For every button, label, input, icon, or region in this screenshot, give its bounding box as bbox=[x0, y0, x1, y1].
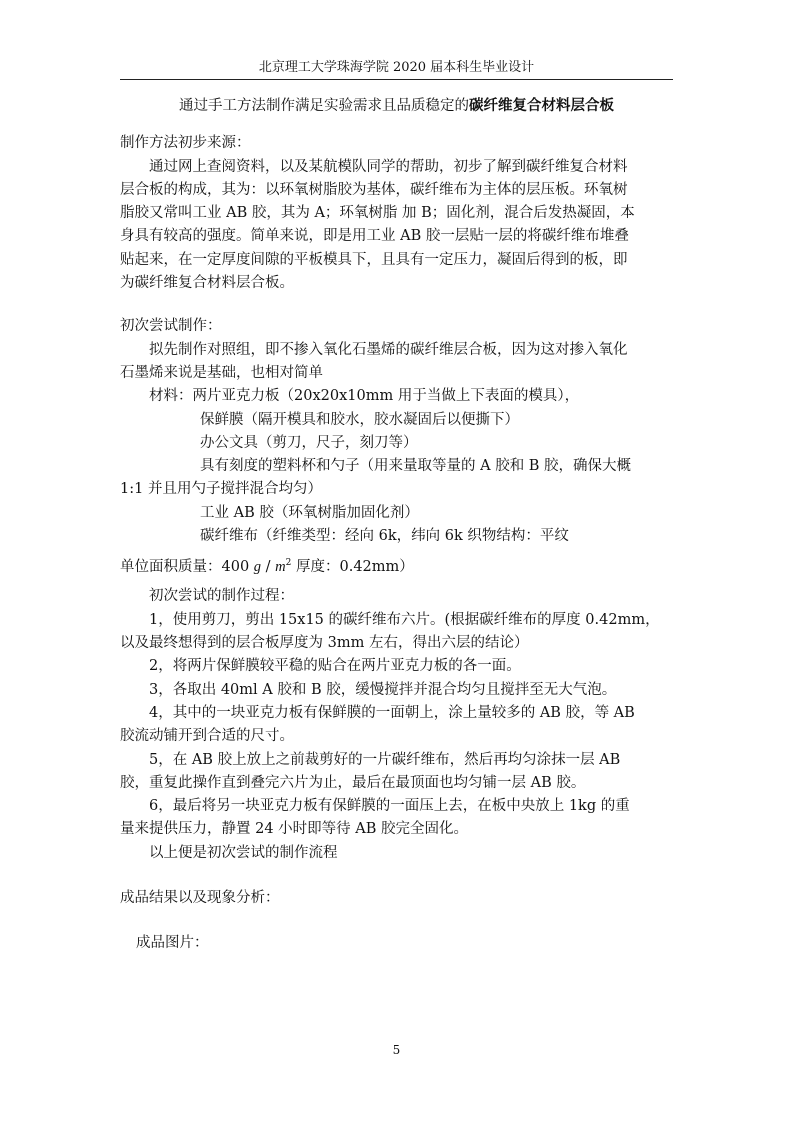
result-heading: 成品结果以及现象分析： bbox=[120, 890, 280, 907]
attempt-intro-line: 石墨烯来说是基础，也相对简单 bbox=[120, 364, 323, 381]
title-prefix: 通过手工方法制作满足实验需求且品质稳定的 bbox=[179, 98, 469, 114]
material-item: 碳纤维布（纤维类型：经向 6k，纬向 6k 织物结构：平纹 bbox=[200, 528, 569, 545]
page-number: 5 bbox=[392, 1043, 401, 1057]
process-step-line: 以及最终想得到的层合板厚度为 3mm 左右，得出六层的结论） bbox=[120, 635, 529, 652]
material-item: 两片亚克力板（20x20x10mm 用于当做上下表面的模具）， bbox=[192, 388, 580, 405]
photo-label: 成品图片： bbox=[136, 935, 209, 952]
process-step-line: 3，各取出 40ml A 胶和 B 胶，缓慢搅拌并混合均匀且搅拌至无大气泡。 bbox=[149, 681, 617, 698]
process-step-line: 1，使用剪刀，剪出 15x15 的碳纤维布六片。(根据碳纤维布的厚度 0.42mm， bbox=[149, 611, 660, 628]
materials-label: 材料： bbox=[149, 388, 193, 405]
attempt-intro-line: 拟先制作对照组，即不掺入氧化石墨烯的碳纤维层合板，因为这对掺入氧化 bbox=[149, 341, 628, 358]
source-line: 身具有较高的强度。简单来说，即是用工业 AB 胶一层贴一层的将碳纤维布堆叠 bbox=[120, 228, 629, 245]
unit-g: g bbox=[253, 559, 262, 576]
material-item: 保鲜膜（隔开模具和胶水，胶水凝固后以便撕下） bbox=[200, 411, 519, 428]
source-heading: 制作方法初步来源： bbox=[120, 135, 251, 152]
material-item: 工业 AB 胶（环氧树脂加固化剂） bbox=[200, 504, 419, 521]
source-line: 脂胶又常叫工业 AB 胶，其为 A；环氧树脂 加 B；固化剂，混合后发热凝固，本 bbox=[120, 205, 635, 222]
unit-m: m bbox=[275, 559, 286, 576]
spacer bbox=[120, 865, 673, 887]
source-line: 通过网上查阅资料，以及某航模队同学的帮助，初步了解到碳纤维复合材料 bbox=[149, 158, 628, 175]
document-title bbox=[120, 95, 673, 118]
process-step-line: 6，最后将另一块亚克力板有保鲜膜的一面压上去，在板中央放上 1kg 的重 bbox=[149, 798, 630, 815]
material-item: 办公文具（剪刀，尺子，刻刀等） bbox=[200, 434, 418, 451]
source-line: 贴起来，在一定厚度间隙的平板模具下，且具有一定压力，凝固后得到的板，即 bbox=[120, 251, 628, 268]
material-item-wrap: 1:1 并且用勺子搅拌混合均匀） bbox=[120, 481, 322, 498]
spacer bbox=[120, 295, 673, 315]
materials-first-line bbox=[120, 385, 673, 408]
page-header: 北京理工大学珠海学院 2020 届本科生毕业设计 bbox=[258, 60, 535, 75]
document-body bbox=[120, 95, 673, 956]
process-step-line: 量来提供压力，静置 24 小时即等待 AB 胶完全固化。 bbox=[120, 821, 469, 838]
spacer bbox=[120, 910, 673, 932]
attempt-heading: 初次尝试制作： bbox=[120, 318, 222, 335]
process-step-line: 胶，重复此操作直到叠完六片为止，最后在最顶面也均匀铺一层 AB 胶。 bbox=[120, 774, 586, 791]
header-rule bbox=[120, 79, 673, 80]
process-step-line: 2，将两片保鲜膜较平稳的贴合在两片亚克力板的各一面。 bbox=[149, 658, 521, 675]
source-line: 为碳纤维复合材料层合板。 bbox=[120, 275, 294, 292]
process-step-line: 5，在 AB 胶上放上之前裁剪好的一片碳纤维布，然后再均匀涂抹一层 AB bbox=[149, 751, 621, 768]
unit-sep: / bbox=[261, 559, 276, 576]
source-line: 层合板的构成，其为：以环氧树脂胶为基体，碳纤维布为主体的层压板。环氧树 bbox=[120, 181, 628, 198]
title-bold: 碳纤维复合材料层合板 bbox=[469, 98, 614, 114]
process-step-line: 4，其中的一块亚克力板有保鲜膜的一面朝上，涂上量较多的 AB 胶，等 AB bbox=[149, 704, 635, 721]
process-step-line: 胶流动铺开到合适的尺寸。 bbox=[120, 728, 294, 745]
material-item: 具有刻度的塑料杯和勺子（用来量取等量的 A 胶和 B 胶，确保大概 bbox=[200, 458, 632, 475]
process-closing: 以上便是初次尝试的制作流程 bbox=[149, 844, 338, 861]
unit-exp: 2 bbox=[285, 558, 292, 569]
areal-mass-line bbox=[120, 552, 673, 579]
thickness-text: 厚度：0.42mm） bbox=[291, 559, 414, 576]
process-heading: 初次尝试的制作过程： bbox=[149, 588, 294, 605]
areal-mass-label: 单位面积质量：400 bbox=[120, 559, 254, 576]
